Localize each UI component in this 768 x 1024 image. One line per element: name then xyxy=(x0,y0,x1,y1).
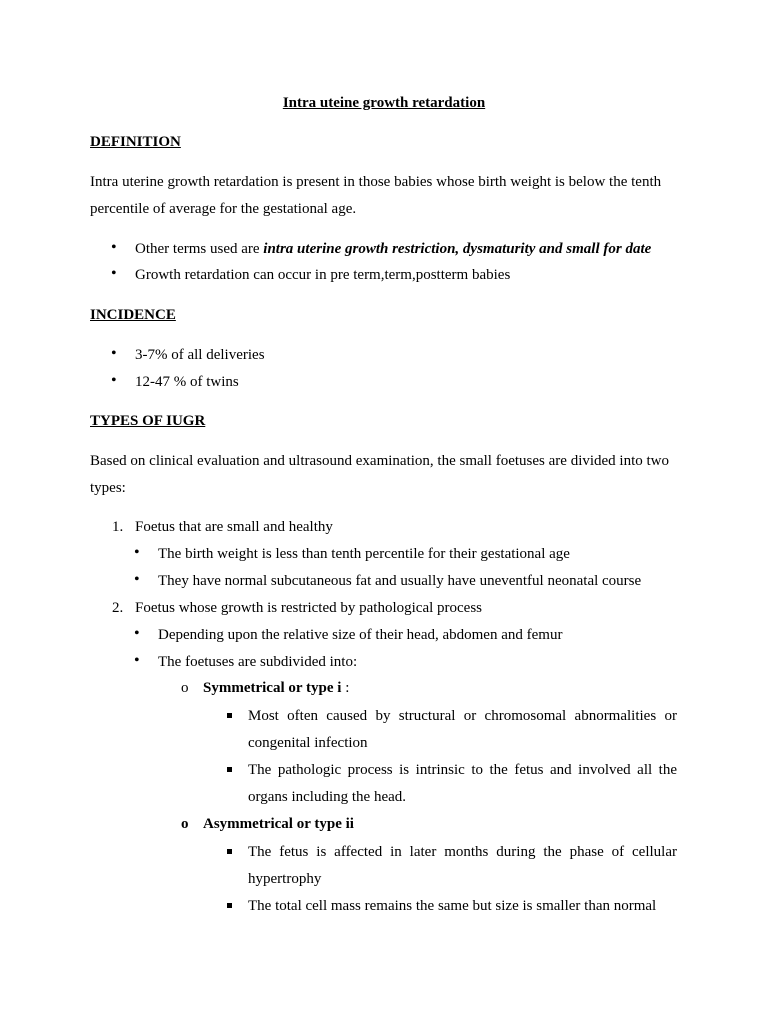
square-bullet-icon xyxy=(227,767,232,772)
asymmetrical-type-label: Asymmetrical or type ii xyxy=(203,816,354,832)
definition-bullet-other-terms xyxy=(135,240,651,258)
list-number: 1. xyxy=(112,519,124,535)
types-paragraph-line2: types: xyxy=(90,480,126,496)
types-paragraph-line1: Based on clinical evaluation and ultrasound examination, the small foetuses are divided into two xyxy=(90,453,670,469)
bullet-icon: • xyxy=(111,345,117,362)
asymmetrical-point: The fetus is affected in later months during the phase of cellular hypertrophy xyxy=(248,844,677,887)
symmetrical-type-label xyxy=(203,679,349,697)
bullet-icon: • xyxy=(111,239,117,256)
type-item-1-sub: They have normal subcutaneous fat and usually have uneventful neonatal course xyxy=(158,573,642,589)
type-item-1-sub: The birth weight is less than tenth percentile for their gestational age xyxy=(158,546,570,562)
definition-heading: DEFINITION xyxy=(90,134,181,150)
symmetrical-type-suffix: : xyxy=(341,680,350,696)
types-heading: TYPES OF IUGR xyxy=(90,413,206,429)
list-number: 2. xyxy=(112,600,124,616)
symmetrical-type-title: Symmetrical or type i xyxy=(203,680,342,696)
definition-paragraph-line1: Intra uterine growth retardation is present in those babies whose birth weight is below the tenth xyxy=(90,174,662,190)
bullet-icon: • xyxy=(134,571,140,588)
definition-paragraph-line2: percentile of average for the gestational age. xyxy=(90,201,357,217)
square-bullet-icon xyxy=(227,903,232,908)
definition-bullet-growth: Growth retardation can occur in pre term,term,postterm babies xyxy=(135,267,511,283)
asymmetrical-point: The total cell mass remains the same but size is smaller than normal xyxy=(248,898,657,914)
bullet-icon: • xyxy=(134,544,140,561)
bullet-icon: • xyxy=(134,652,140,669)
incidence-item: 3-7% of all deliveries xyxy=(135,347,265,363)
type-item-2-sub: Depending upon the relative size of their head, abdomen and femur xyxy=(158,627,563,643)
square-bullet-icon xyxy=(227,849,232,854)
incidence-item: 12-47 % of twins xyxy=(135,374,239,390)
type-item-2-sub: The foetuses are subdivided into: xyxy=(158,654,358,670)
bullet-icon: • xyxy=(111,372,117,389)
type-item-2-label: Foetus whose growth is restricted by pathological process xyxy=(135,600,483,616)
symmetrical-point: Most often caused by structural or chromosomal abnormalities or congenital infection xyxy=(248,708,677,751)
circle-bullet-icon: o xyxy=(181,816,189,832)
bullet-icon: • xyxy=(111,265,117,282)
square-bullet-icon xyxy=(227,713,232,718)
document-title: Intra uteine growth retardation xyxy=(282,95,486,111)
other-terms-prefix: Other terms used are xyxy=(135,241,264,257)
bullet-icon: • xyxy=(134,625,140,642)
circle-bullet-icon: o xyxy=(181,680,189,696)
other-terms-emphasis: intra uterine growth restriction, dysmaturity and small for date xyxy=(263,241,652,257)
incidence-heading: INCIDENCE xyxy=(90,307,176,323)
symmetrical-point: The pathologic process is intrinsic to the fetus and involved all the organs including the head. xyxy=(248,762,677,805)
type-item-1-label: Foetus that are small and healthy xyxy=(135,519,333,535)
